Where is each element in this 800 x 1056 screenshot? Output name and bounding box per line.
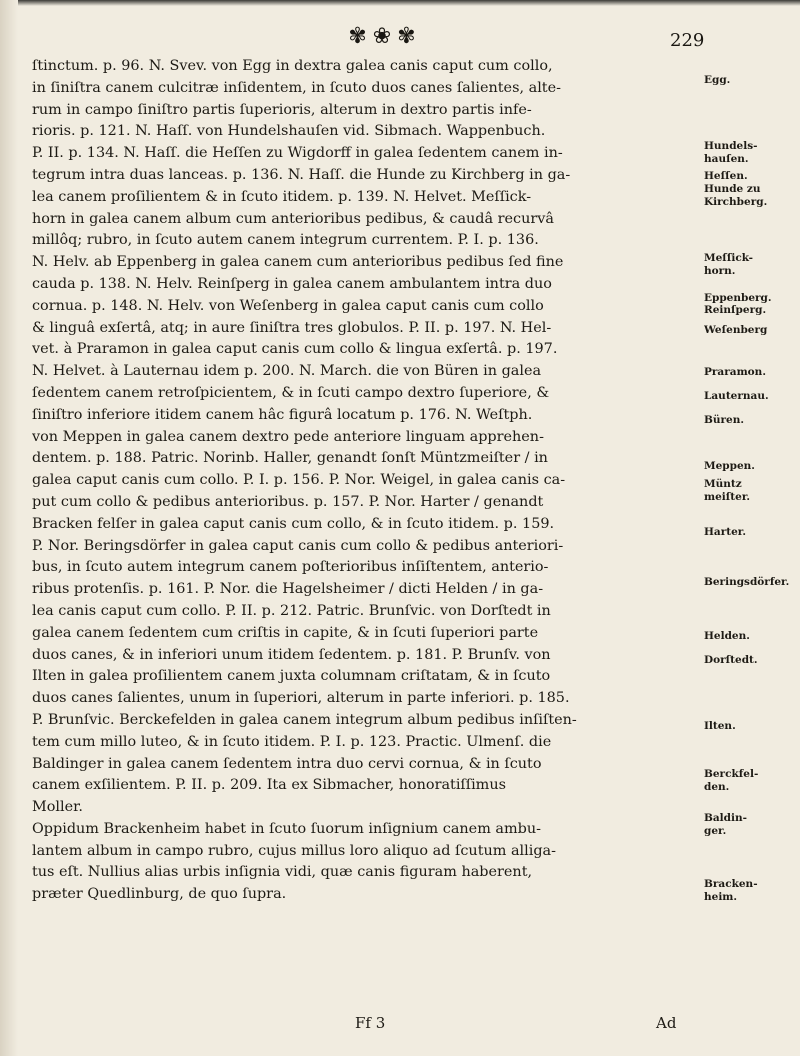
margin-note: Weſenberg: [704, 324, 768, 336]
text-line: N. Helvet. à Lauternau idem p. 200. N. March. die von Büren in galea: [32, 363, 542, 380]
page-gutter-shadow: [0, 0, 18, 1056]
margin-note: Reinſperg.: [704, 304, 767, 316]
text-line: Bracken felſer in galea caput canis cum collo, & in ſcuto itidem. p. 159.: [32, 515, 555, 532]
margin-note: Harter.: [704, 526, 747, 538]
text-line: lea canis caput cum collo. P. II. p. 212. Patric. Brunſvic. von Dorſtedt in: [32, 602, 551, 619]
text-line: præter Quedlinburg, de quo ſupra.: [32, 886, 287, 903]
text-line: dentem. p. 188. Patric. Norinb. Haller, genandt ſonſt Müntzmeiſter / in: [32, 450, 548, 467]
margin-note: Heſſen.: [704, 170, 748, 182]
text-line: rum in campo ſiniſtro partis ſuperioris, alterum in dextro partis infe-: [32, 101, 532, 118]
margin-note: hauſen.: [704, 153, 749, 165]
text-line: Ilten in galea proſilientem canem juxta columnam criſtatam, & in ſcuto: [32, 668, 551, 685]
margin-note: Beringsdörfer.: [704, 576, 790, 588]
text-line: horn in galea canem album cum anterioribus pedibus, & caudâ recurvâ: [32, 210, 554, 227]
margin-note: Bracken-: [704, 878, 758, 890]
margin-note: heim.: [704, 891, 738, 903]
text-line: ſedentem canem retroſpicientem, & in ſcuti campo dextro ſuperiore, &: [32, 384, 550, 401]
margin-note: Baldin-: [704, 812, 747, 824]
text-line: tus eſt. Nullius alias urbis inſignia vidi, quæ canis figuram haberent,: [32, 864, 533, 881]
text-line: ſtinctum. p. 96. N. Svev. von Egg in dextra galea canis caput cum collo,: [32, 58, 553, 74]
text-line: tem cum millo luteo, & in ſcuto itidem. P. I. p. 123. Practic. Ulmenſ. die: [32, 733, 552, 750]
catchword: Ad: [656, 1014, 677, 1032]
text-line: put cum collo & pedibus anterioribus. p. 157. P. Nor. Harter / genandt: [32, 493, 544, 510]
text-line: canem exſilientem. P. II. p. 209. Ita ex Sibmacher, honoratiſſimus: [32, 777, 506, 794]
text-line: duos canes ſalientes, unum in ſuperiori, alterum in parte inferiori. p. 185.: [32, 690, 570, 707]
margin-note: Müntz: [704, 478, 742, 490]
margin-note: Ilten.: [704, 720, 736, 732]
text-line: & linguâ exſertâ, atq; in aure ſiniſtra tres globulos. P. II. p. 197. N. Hel-: [32, 319, 552, 336]
body-text: [32, 56, 702, 906]
page-number: 229: [670, 30, 705, 51]
margin-note: horn.: [704, 265, 736, 277]
text-line: tegrum intra duas lanceas. p. 136. N. Haſſ. die Hunde zu Kirchberg in ga-: [32, 166, 571, 183]
margin-note: Büren.: [704, 414, 745, 426]
head-ornament: ✾❀✾: [348, 24, 422, 49]
margin-note: Kirchberg.: [704, 196, 768, 208]
text-line: lea canem proſilientem & in ſcuto itidem. p. 139. N. Helvet. Meſſick-: [32, 188, 532, 205]
text-line: Moller.: [32, 799, 83, 816]
page-top-edge: [0, 0, 800, 6]
margin-note: Berckfel-: [704, 768, 759, 780]
text-line: N. Helv. ab Eppenberg in galea canem cum anterioribus pedibus ſed fine: [32, 254, 564, 271]
text-line: ſiniſtro inferiore itidem canem hâc figurâ locatum p. 176. N. Weſtph.: [32, 406, 533, 423]
text-line: P. II. p. 134. N. Haſſ. die Heſſen zu Wigdorff in galea ſedentem canem in-: [32, 145, 563, 162]
margin-note: ger.: [704, 825, 727, 837]
text-line: Oppidum Brackenheim habet in ſcuto ſuorum inſignium canem ambu-: [32, 820, 541, 837]
text-line: Baldinger in galea canem ſedentem intra duo cervi cornua, & in ſcuto: [32, 755, 542, 772]
text-line: von Meppen in galea canem dextro pede anteriore linguam apprehen-: [32, 428, 544, 445]
text-line: galea caput canis cum collo. P. I. p. 156. P. Nor. Weigel, in galea canis ca-: [32, 472, 566, 489]
margin-note: Lauternau.: [704, 390, 769, 402]
margin-note: Hundels-: [704, 140, 758, 152]
text-line: galea canem ſedentem cum criſtis in capite, & in ſcuti ſuperiori parte: [32, 624, 539, 641]
text-line: rioris. p. 121. N. Haſſ. von Hundelshauſen vid. Sibmach. Wappenbuch.: [32, 123, 546, 140]
text-line: millôq; rubro, in ſcuto autem canem integrum currentem. P. I. p. 136.: [32, 232, 539, 249]
margin-note: Dorſtedt.: [704, 654, 758, 666]
text-line: cauda p. 138. N. Helv. Reinſperg in galea canem ambulantem intra duo: [32, 275, 552, 292]
margin-note: Helden.: [704, 630, 750, 642]
text-line: ribus protenſis. p. 161. P. Nor. die Hagelsheimer / dicti Helden / in ga-: [32, 581, 544, 598]
text-line: bus, in ſcuto autem integrum canem poſterioribus inſiſtentem, anterio-: [32, 559, 549, 576]
margin-note: Meſſick-: [704, 252, 753, 264]
text-line: P. Nor. Beringsdörfer in galea caput canis cum collo & pedibus anteriori-: [32, 537, 564, 554]
margin-note: den.: [704, 781, 730, 793]
text-line: duos canes, & in inferiori unum itidem ſedentem. p. 181. P. Brunſv. von: [32, 646, 551, 663]
text-line: P. Brunſvic. Berckefelden in galea canem integrum album pedibus inſiſten-: [32, 711, 577, 728]
text-line: lantem album in campo rubro, cujus millus loro aliquo ad ſcutum alliga-: [32, 842, 557, 859]
margin-note: Egg.: [704, 74, 731, 86]
text-line: vet. à Praramon in galea caput canis cum collo & lingua exſertâ. p. 197.: [32, 341, 558, 358]
text-line: in ſiniſtra canem culcitræ inſidentem, in ſcuto duos canes ſalientes, alte-: [32, 79, 561, 96]
margin-note: Eppenberg.: [704, 292, 772, 304]
margin-note: Meppen.: [704, 460, 755, 472]
margin-note: Praramon.: [704, 366, 766, 378]
margin-note: meiſter.: [704, 491, 751, 503]
margin-note: Hunde zu: [704, 183, 761, 195]
text-line: cornua. p. 148. N. Helv. von Weſenberg in galea caput canis cum collo: [32, 297, 544, 314]
signature-mark: Ff 3: [355, 1014, 386, 1032]
